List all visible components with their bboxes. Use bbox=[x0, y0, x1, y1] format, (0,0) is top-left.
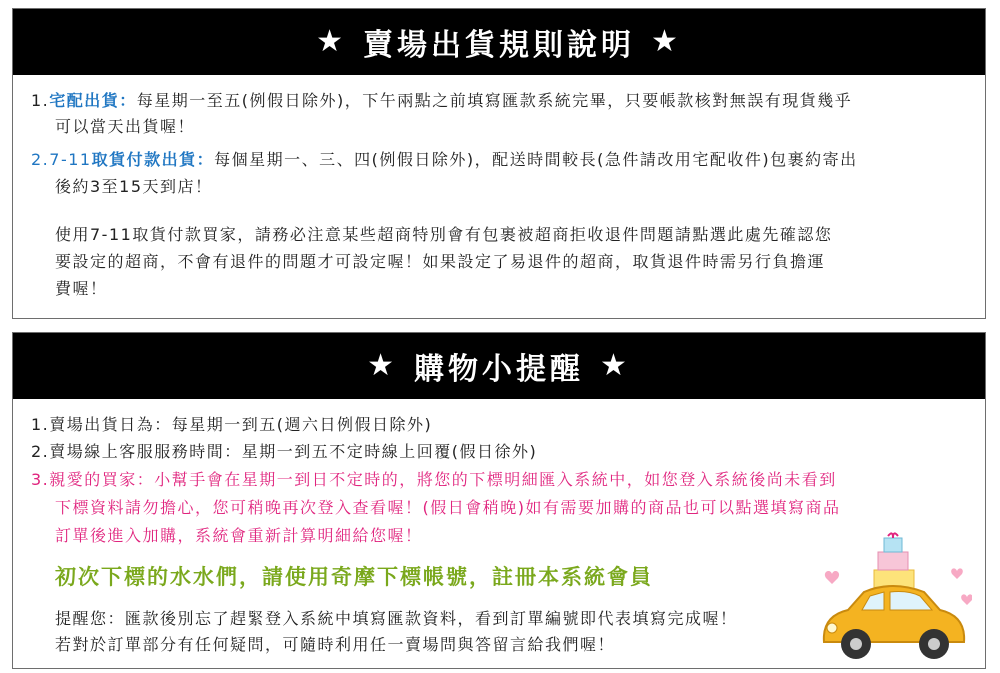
note-line-3: 費喔！ bbox=[55, 279, 108, 298]
note-line-2: 要設定的超商，不會有退件的問題才可設定喔！如果設定了易退件的超商，取貨退件時需另行負擔運 bbox=[55, 252, 826, 271]
gift-box bbox=[878, 552, 908, 570]
rule-number: 2.7-11 bbox=[31, 150, 92, 169]
rule-item-2 bbox=[31, 150, 858, 170]
tip-item-2: 2.賣場線上客服服務時間：星期一到五不定時線上回覆(假日徐外) bbox=[31, 442, 538, 461]
star-icon: ★ bbox=[600, 348, 631, 383]
tip-item-1: 1.賣場出貨日為：每星期一到五(週六日例假日除外) bbox=[31, 415, 433, 434]
reminder-line-1: 提醒您：匯款後別忘了趕緊登入系統中填寫匯款資料，看到訂單編號即代表填寫完成喔！ bbox=[55, 609, 738, 628]
rule-text: 每個星期一、三、四(例假日除外)，配送時間較長(急件請改用宅配收件)包裹約寄出 bbox=[214, 150, 858, 169]
tip-item-3: 3.親愛的買家：小幫手會在星期一到日不定時的，將您的下標明細匯入系統中，如您登入系統後尚未看到 bbox=[31, 470, 837, 489]
rule-item-1 bbox=[31, 91, 852, 111]
rule-text: 每星期一至五(例假日除外)，下午兩點之前填寫匯款系統完畢，只要帳款核對無誤有現貨幾乎 bbox=[136, 91, 853, 110]
car-wheel bbox=[919, 629, 949, 659]
note-line-1: 使用7-11取貨付款買家，請務必注意某些超商特別會有包裹被超商拒收退件問題請點選此處先確認您 bbox=[55, 225, 833, 244]
car-with-gifts-illustration bbox=[812, 530, 972, 665]
rule-item-1-cont: 可以當天出貨喔！ bbox=[55, 117, 196, 136]
new-member-highlight: 初次下標的水水們，請使用奇摩下標帳號，註冊本系統會員 bbox=[55, 565, 653, 589]
shopping-tips-title: 購物小提醒 bbox=[414, 352, 584, 387]
star-icon: ★ bbox=[651, 24, 682, 59]
star-icon: ★ bbox=[367, 348, 398, 383]
rule-label: 取貨付款出貨： bbox=[91, 150, 215, 169]
star-icon: ★ bbox=[316, 24, 347, 59]
shipping-rules-header bbox=[13, 9, 985, 75]
rule-label: 宅配出貨： bbox=[49, 91, 137, 110]
rule-item-2-cont: 後約3至15天到店！ bbox=[55, 177, 213, 196]
car-wheel bbox=[841, 629, 871, 659]
shopping-tips-header bbox=[13, 333, 985, 399]
gift-box bbox=[884, 538, 902, 552]
reminder-line-2: 若對於訂單部分有任何疑問，可隨時利用任一賣場問與答留言給我們喔！ bbox=[55, 635, 616, 654]
shipping-rules-panel bbox=[12, 8, 986, 319]
tip-item-3-cont-2: 訂單後進入加購，系統會重新計算明細給您喔！ bbox=[55, 526, 423, 545]
shipping-rules-title: 賣場出貨規則說明 bbox=[363, 28, 635, 63]
rule-number: 1. bbox=[31, 91, 50, 110]
tip-item-3-cont-1: 下標資料請勿擔心，您可稍晚再次登入查看喔！(假日會稍晚)如有需要加購的商品也可以點選填寫商品 bbox=[55, 498, 841, 517]
